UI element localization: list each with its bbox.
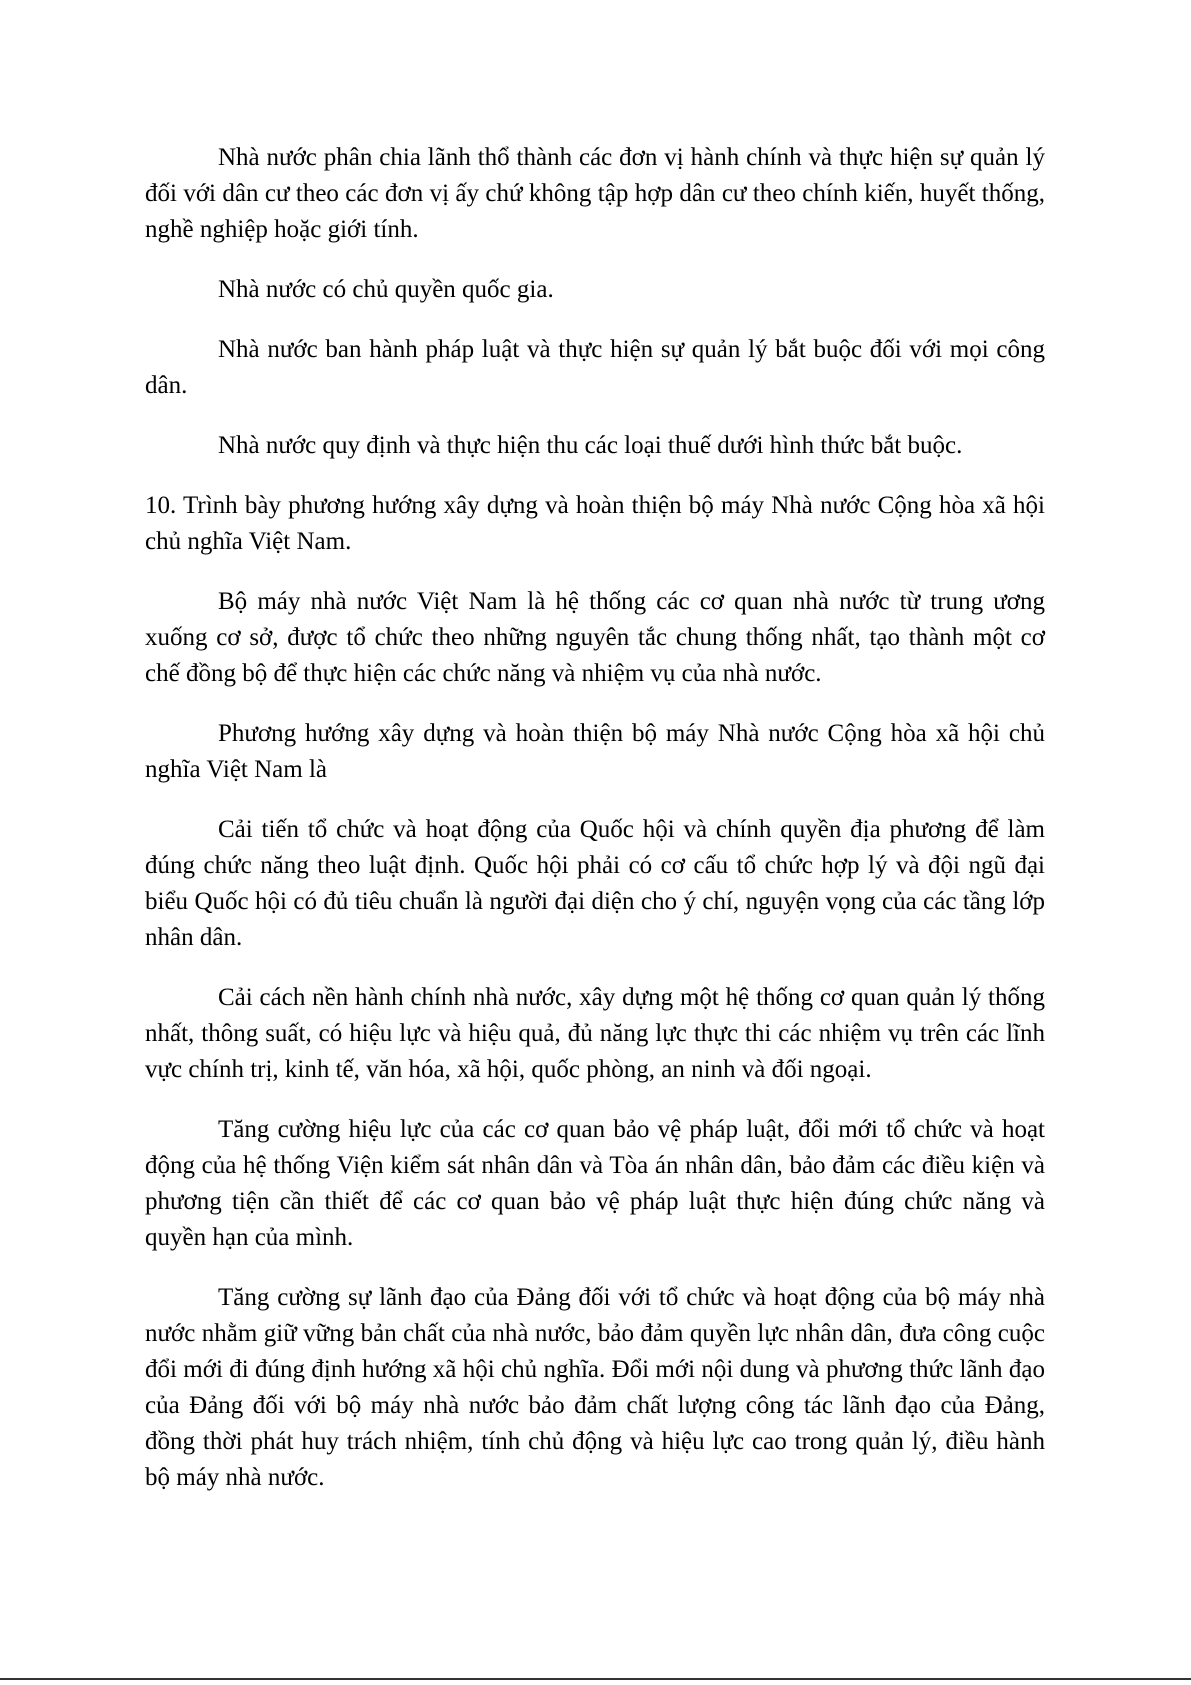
paragraph-sovereignty: Nhà nước có chủ quyền quốc gia. (218, 276, 554, 303)
paragraph-state-territory: Nhà nước phân chia lãnh thổ thành các đơn vị hành chính và thực hiện sự quản lý đối với dân cư theo các đơn vị ấy chứ không tập hợp dân cư theo chính kiến, huyết thống, nghề nghiệp hoặc giới tính. (145, 144, 1045, 243)
paragraph-state-apparatus-definition: Bộ máy nhà nước Việt Nam là hệ thống các cơ quan nhà nước từ trung ương xuống cơ sở, được tổ chức theo những nguyên tắc chung thống nhất, tạo thành một cơ chế đồng bộ để thực hiện các chức năng và nhiệm vụ của nhà nước. (145, 588, 1045, 687)
question-10-heading: 10. Trình bày phương hướng xây dựng và hoàn thiện bộ máy Nhà nước Cộng hòa xã hội chủ nghĩa Việt Nam. (145, 492, 1045, 555)
page-bottom-rule (0, 1678, 1191, 1680)
document-page (145, 140, 1045, 1520)
paragraph-taxation: Nhà nước quy định và thực hiện thu các loại thuế dưới hình thức bắt buộc. (218, 432, 963, 459)
paragraph-directions-intro: Phương hướng xây dựng và hoàn thiện bộ máy Nhà nước Cộng hòa xã hội chủ nghĩa Việt Nam là (145, 720, 1045, 783)
paragraph-national-assembly-reform: Cải tiến tổ chức và hoạt động của Quốc hội và chính quyền địa phương để làm đúng chức năng theo luật định. Quốc hội phải có cơ cấu tổ chức hợp lý và đội ngũ đại biểu Quốc hội có đủ tiêu chuẩn là người đại diện cho ý chí, nguyện vọng của các tầng lớp nhân dân. (145, 816, 1045, 951)
paragraph-administrative-reform: Cải cách nền hành chính nhà nước, xây dựng một hệ thống cơ quan quản lý thống nhất, thông suất, có hiệu lực và hiệu quả, đủ năng lực thực thi các nhiệm vụ trên các lĩnh vực chính trị, kinh tế, văn hóa, xã hội, quốc phòng, an ninh và đối ngoại. (145, 984, 1045, 1083)
paragraph-legislation: Nhà nước ban hành pháp luật và thực hiện sự quản lý bắt buộc đối với mọi công dân. (145, 336, 1045, 399)
paragraph-party-leadership: Tăng cường sự lãnh đạo của Đảng đối với tổ chức và hoạt động của bộ máy nhà nước nhằm giữ vững bản chất của nhà nước, bảo đảm quyền lực nhân dân, đưa công cuộc đổi mới đi đúng định hướng xã hội chủ nghĩa. Đổi mới nội dung và phương thức lãnh đạo của Đảng đối với bộ máy nhà nước bảo đảm chất lượng công tác lãnh đạo của Đảng, đồng thời phát huy trách nhiệm, tính chủ động và hiệu lực cao trong quản lý, điều hành bộ máy nhà nước. (145, 1284, 1045, 1491)
paragraph-law-enforcement: Tăng cường hiệu lực của các cơ quan bảo vệ pháp luật, đổi mới tổ chức và hoạt động của hệ thống Viện kiểm sát nhân dân và Tòa án nhân dân, bảo đảm các điều kiện và phương tiện cần thiết để các cơ quan bảo vệ pháp luật thực hiện đúng chức năng và quyền hạn của mình. (145, 1116, 1045, 1251)
